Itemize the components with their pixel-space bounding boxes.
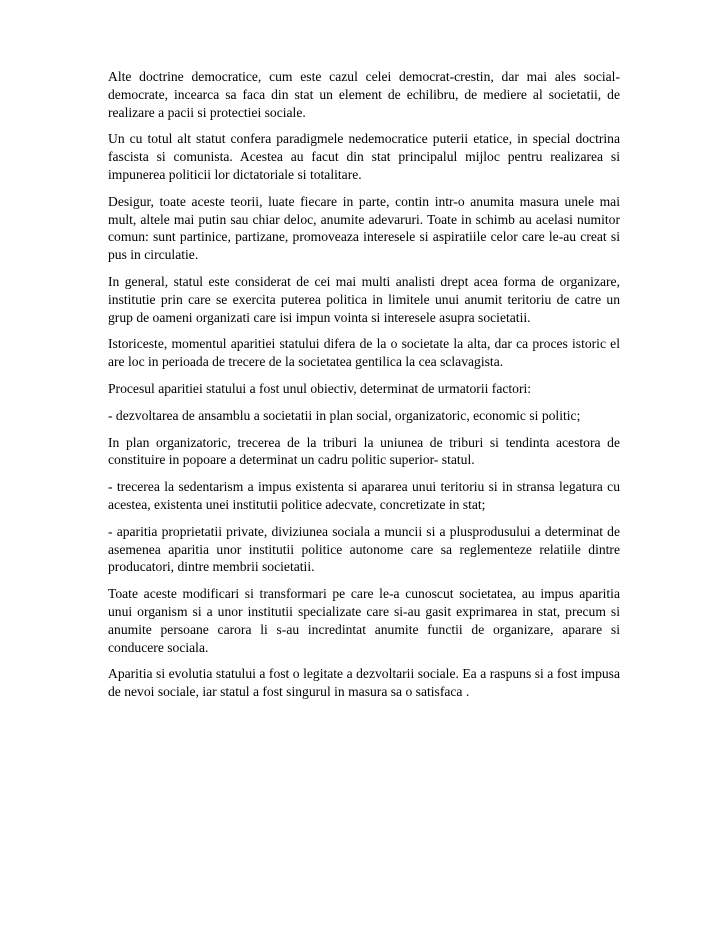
paragraph-democratic-doctrines: Alte doctrine democratice, cum este cazul celei democrat-crestin, dar mai ales social-democrate, incearca sa faca din stat un element de echilibru, de mediere al societatii, de realizare a pacii si protectiei sociale. — [108, 69, 620, 120]
paragraph-transformations: Toate aceste modificari si transformari pe care le-a cunoscut societatea, au impus aparitia unui organism si a unor institutii specializate care si-au gasit exprimarea in stat, precum si anumite persoane carora li s-au incredintat anumite functii de organizare, aparare si conducere sociala. — [108, 586, 620, 655]
paragraph-factor-sedentarism: - trecerea la sedentarism a impus existenta si apararea unui teritoriu si in stransa legatura cu acestea, existenta unei institutii politice adecvate, concretizate in stat; — [108, 479, 620, 512]
paragraph-state-definition: In general, statul este considerat de cei mai multi analisti drept acea forma de organizare, institutie prin care se exercita puterea politica in limitele unui anumit teritoriu de catre un grup de oameni organizati care isi impun vointa si interesele asupra societatii. — [108, 273, 620, 325]
paragraph-objective-process: Procesul aparitiei statului a fost unul obiectiv, determinat de urmatorii factori: — [108, 380, 532, 396]
document-page — [108, 68, 620, 710]
paragraph-organizational-plan: In plan organizatoric, trecerea de la triburi la uniunea de triburi si tendinta acestora de constituire in popoare a determinat un cadru politic superior- statul. — [108, 434, 620, 468]
paragraph-conclusion: Aparitia si evolutia statului a fost o legitate a dezvoltarii sociale. Ea a raspuns si a fost impusa de nevoi sociale, iar statul a fost singurul in masura sa o satisfaca . — [108, 666, 620, 700]
paragraph-historical-moment: Istoriceste, momentul aparitiei statului difera de la o societate la alta, dar ca proces istoric el are loc in perioada de trecere de la societatea gentilica la cea sclavagista. — [108, 336, 620, 370]
paragraph-nondemocratic-paradigms: Un cu totul alt statut confera paradigmele nedemocratice puterii etatice, in special doctrina fascista si comunista. Acestea au facut din stat principalul mijloc pentru realizarea si impunerea politicii lor dictatoriale si totalitare. — [108, 131, 620, 182]
paragraph-factor-private-property: - aparitia proprietatii private, diviziunea sociala a muncii si a plusprodusului a determinat de asemenea aparitia unor institutii politice autonome care sa reglementeze relatiile dintre producatori, dintre membrii societatii. — [108, 523, 620, 575]
paragraph-factor-overall-development: - dezvoltarea de ansamblu a societatii in plan social, organizatoric, economic si politic; — [108, 407, 581, 423]
paragraph-theories-truths: Desigur, toate aceste teorii, luate fiecare in parte, contin intr-o anumita masura unele mai mult, altele mai putin sau chiar deloc, anumite adevaruri. Toate in schimb au acelasi numitor comun: sunt partinice, partizane, promoveaza interesele si aspiratiile celor care le-au creat si pus in circulatie. — [108, 193, 620, 263]
